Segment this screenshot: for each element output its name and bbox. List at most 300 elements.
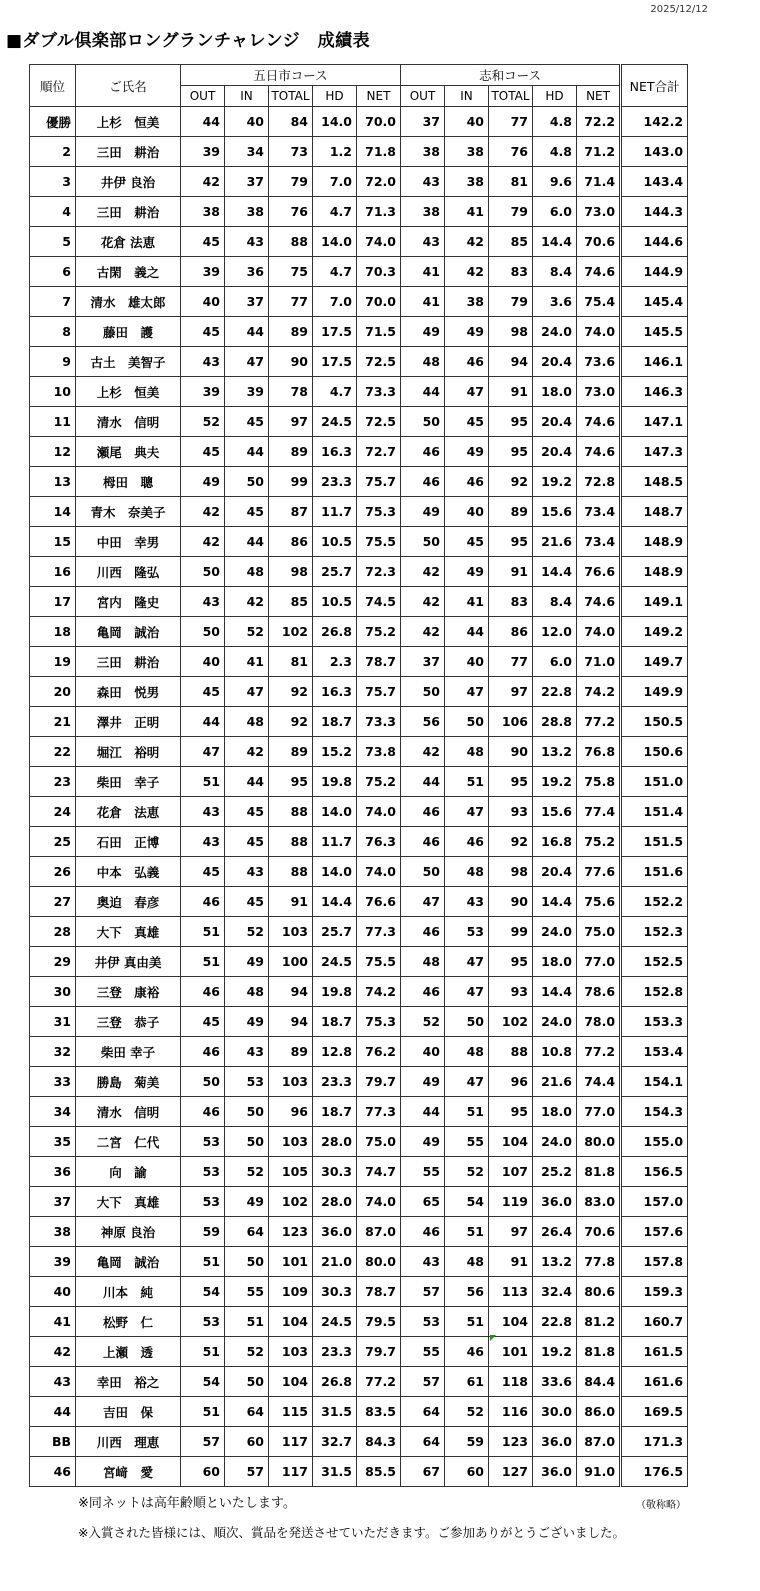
cell-c2-net: 71.0: [577, 647, 621, 677]
cell-c1-total: 102: [269, 1187, 313, 1217]
cell-c2-total: 94: [489, 347, 533, 377]
cell-name: 井伊 良治: [76, 167, 181, 197]
cell-c2-in: 46: [445, 1337, 489, 1367]
cell-c2-net: 77.0: [577, 947, 621, 977]
cell-c1-out: 50: [181, 617, 225, 647]
cell-rank: 11: [30, 407, 76, 437]
cell-c1-hd: 10.5: [313, 587, 357, 617]
cell-c1-out: 57: [181, 1427, 225, 1457]
cell-net-total: 150.5: [621, 707, 688, 737]
cell-c1-total: 89: [269, 737, 313, 767]
cell-c2-out: 49: [401, 1067, 445, 1097]
cell-c1-total: 109: [269, 1277, 313, 1307]
cell-net-total: 160.7: [621, 1307, 688, 1337]
cell-c1-out: 40: [181, 287, 225, 317]
cell-c1-net: 76.2: [357, 1037, 401, 1067]
cell-c1-hd: 14.0: [313, 227, 357, 257]
cell-c2-in: 47: [445, 377, 489, 407]
cell-c2-net: 73.4: [577, 497, 621, 527]
cell-c1-net: 75.7: [357, 467, 401, 497]
header-course-itsukaichi: 五日市コース: [181, 65, 401, 86]
header-c2-out: OUT: [401, 86, 445, 107]
cell-c2-total: 97: [489, 677, 533, 707]
cell-c2-in: 40: [445, 497, 489, 527]
cell-name: 清水 信明: [76, 407, 181, 437]
header-c2-total: TOTAL: [489, 86, 533, 107]
cell-rank: 12: [30, 437, 76, 467]
cell-c1-in: 50: [225, 1247, 269, 1277]
cell-rank: 35: [30, 1127, 76, 1157]
cell-c2-total: 119: [489, 1187, 533, 1217]
cell-c2-out: 46: [401, 1217, 445, 1247]
table-row: [30, 1067, 688, 1097]
table-row: [30, 527, 688, 557]
cell-c2-in: 55: [445, 1127, 489, 1157]
table-row: [30, 1337, 688, 1367]
cell-rank: 24: [30, 797, 76, 827]
cell-c2-out: 50: [401, 857, 445, 887]
cell-c1-hd: 31.5: [313, 1457, 357, 1487]
cell-c1-hd: 11.7: [313, 827, 357, 857]
cell-c2-in: 38: [445, 287, 489, 317]
cell-c2-out: 48: [401, 947, 445, 977]
cell-rank: 30: [30, 977, 76, 1007]
cell-c2-net: 72.8: [577, 467, 621, 497]
cell-c2-net: 71.2: [577, 137, 621, 167]
table-row: [30, 977, 688, 1007]
cell-c2-in: 48: [445, 737, 489, 767]
cell-c1-out: 38: [181, 197, 225, 227]
cell-rank: 優勝: [30, 107, 76, 137]
cell-net-total: 151.4: [621, 797, 688, 827]
cell-c2-hd: 19.2: [533, 1337, 577, 1367]
cell-c1-hd: 7.0: [313, 167, 357, 197]
cell-c1-in: 34: [225, 137, 269, 167]
cell-c2-in: 38: [445, 167, 489, 197]
cell-c2-in: 49: [445, 557, 489, 587]
cell-c2-out: 49: [401, 317, 445, 347]
cell-c2-net: 87.0: [577, 1427, 621, 1457]
cell-c1-total: 88: [269, 227, 313, 257]
cell-c1-in: 36: [225, 257, 269, 287]
cell-c2-net: 77.0: [577, 1097, 621, 1127]
cell-net-total: 152.5: [621, 947, 688, 977]
cell-c2-hd: 21.6: [533, 527, 577, 557]
cell-c2-out: 43: [401, 167, 445, 197]
cell-rank: 46: [30, 1457, 76, 1487]
cell-c2-total: 98: [489, 317, 533, 347]
table-row: [30, 407, 688, 437]
cell-c2-total: 116: [489, 1397, 533, 1427]
cell-name: 三登 康裕: [76, 977, 181, 1007]
cell-c1-out: 54: [181, 1277, 225, 1307]
cell-c1-in: 52: [225, 1157, 269, 1187]
cell-c2-net: 75.0: [577, 917, 621, 947]
cell-c2-out: 38: [401, 137, 445, 167]
cell-c1-out: 39: [181, 137, 225, 167]
cell-c1-total: 89: [269, 1037, 313, 1067]
cell-name: 堀江 裕明: [76, 737, 181, 767]
cell-c2-hd: 33.6: [533, 1367, 577, 1397]
cell-c1-out: 45: [181, 437, 225, 467]
results-body: [30, 107, 688, 1487]
cell-net-total: 157.0: [621, 1187, 688, 1217]
cell-net-total: 144.6: [621, 227, 688, 257]
cell-c1-out: 51: [181, 1337, 225, 1367]
cell-c2-total: 81: [489, 167, 533, 197]
cell-c2-in: 47: [445, 1067, 489, 1097]
table-row: [30, 647, 688, 677]
cell-c2-hd: 20.4: [533, 437, 577, 467]
table-row: [30, 827, 688, 857]
cell-c1-out: 46: [181, 977, 225, 1007]
cell-c1-in: 47: [225, 677, 269, 707]
cell-c1-in: 55: [225, 1277, 269, 1307]
cell-rank: 39: [30, 1247, 76, 1277]
cell-c2-total: 97: [489, 1217, 533, 1247]
cell-c2-net: 81.2: [577, 1307, 621, 1337]
cell-rank: 9: [30, 347, 76, 377]
cell-c2-total: 98: [489, 857, 533, 887]
cell-rank: 16: [30, 557, 76, 587]
cell-rank: 3: [30, 167, 76, 197]
cell-c1-net: 73.3: [357, 707, 401, 737]
header-c2-net: NET: [577, 86, 621, 107]
cell-c2-net: 77.4: [577, 797, 621, 827]
cell-c1-out: 43: [181, 347, 225, 377]
cell-rank: 14: [30, 497, 76, 527]
cell-c1-out: 45: [181, 857, 225, 887]
cell-c2-total: 118: [489, 1367, 533, 1397]
cell-c1-total: 102: [269, 617, 313, 647]
cell-c2-out: 50: [401, 407, 445, 437]
cell-net-total: 143.0: [621, 137, 688, 167]
cell-c2-out: 49: [401, 497, 445, 527]
cell-c1-total: 103: [269, 1127, 313, 1157]
cell-c2-net: 81.8: [577, 1337, 621, 1367]
cell-c2-out: 53: [401, 1307, 445, 1337]
cell-net-total: 169.5: [621, 1397, 688, 1427]
cell-rank: 40: [30, 1277, 76, 1307]
table-row: [30, 1397, 688, 1427]
cell-c1-hd: 4.7: [313, 257, 357, 287]
cell-c1-hd: 15.2: [313, 737, 357, 767]
cell-c2-net: 77.2: [577, 1037, 621, 1067]
cell-c1-total: 81: [269, 647, 313, 677]
header-c2-hd: HD: [533, 86, 577, 107]
cell-name: 上瀬 透: [76, 1337, 181, 1367]
cell-net-total: 145.4: [621, 287, 688, 317]
cell-c2-net: 77.8: [577, 1247, 621, 1277]
cell-c2-out: 46: [401, 917, 445, 947]
cell-c1-out: 44: [181, 107, 225, 137]
cell-c2-hd: 36.0: [533, 1187, 577, 1217]
cell-c1-hd: 7.0: [313, 287, 357, 317]
cell-name: 清水 雄太郎: [76, 287, 181, 317]
cell-c1-net: 70.0: [357, 287, 401, 317]
cell-c2-hd: 8.4: [533, 587, 577, 617]
cell-c1-net: 75.3: [357, 497, 401, 527]
cell-c1-in: 38: [225, 197, 269, 227]
cell-c2-total: 88: [489, 1037, 533, 1067]
table-row: [30, 347, 688, 377]
cell-c2-out: 37: [401, 107, 445, 137]
cell-c1-hd: 24.5: [313, 1307, 357, 1337]
cell-c2-hd: 22.8: [533, 1307, 577, 1337]
cell-c2-out: 64: [401, 1397, 445, 1427]
cell-name: 向 諭: [76, 1157, 181, 1187]
cell-c1-total: 105: [269, 1157, 313, 1187]
cell-c2-out: 44: [401, 1097, 445, 1127]
cell-rank: 4: [30, 197, 76, 227]
cell-c2-out: 38: [401, 197, 445, 227]
cell-c2-out: 42: [401, 587, 445, 617]
cell-c2-in: 49: [445, 437, 489, 467]
page-title: ■ダブル倶楽部ロングランチャレンジ 成績表: [6, 31, 371, 51]
cell-c2-hd: 24.0: [533, 1127, 577, 1157]
cell-c2-total: 93: [489, 977, 533, 1007]
cell-c1-in: 50: [225, 467, 269, 497]
cell-c1-out: 39: [181, 257, 225, 287]
cell-c1-out: 52: [181, 407, 225, 437]
table-row: [30, 1187, 688, 1217]
cell-c1-in: 52: [225, 1337, 269, 1367]
cell-name: 亀岡 誠治: [76, 1247, 181, 1277]
cell-c1-in: 52: [225, 617, 269, 647]
cell-net-total: 152.2: [621, 887, 688, 917]
table-row: [30, 1127, 688, 1157]
cell-c2-hd: 14.4: [533, 227, 577, 257]
cell-c2-net: 74.0: [577, 317, 621, 347]
cell-c1-hd: 4.7: [313, 377, 357, 407]
cell-name: 古閑 義之: [76, 257, 181, 287]
table-row: [30, 1217, 688, 1247]
cell-c2-hd: 9.6: [533, 167, 577, 197]
table-row: [30, 1457, 688, 1487]
cell-c2-in: 47: [445, 947, 489, 977]
cell-c1-hd: 31.5: [313, 1397, 357, 1427]
cell-c2-out: 49: [401, 1127, 445, 1157]
cell-c1-hd: 16.3: [313, 677, 357, 707]
table-row: [30, 947, 688, 977]
cell-c1-total: 94: [269, 977, 313, 1007]
cell-c1-net: 77.3: [357, 1097, 401, 1127]
thanks-note: ※入賞された皆様には、順次、賞品を発送させていただきます。ご参加ありがとうございました。: [78, 1525, 625, 1540]
cell-c1-in: 44: [225, 437, 269, 467]
table-row: [30, 197, 688, 227]
cell-c1-net: 71.5: [357, 317, 401, 347]
cell-net-total: 171.3: [621, 1427, 688, 1457]
cell-c2-net: 80.6: [577, 1277, 621, 1307]
cell-c1-net: 72.5: [357, 407, 401, 437]
cell-name: 奥迫 春彦: [76, 887, 181, 917]
cell-c1-total: 79: [269, 167, 313, 197]
cell-c2-net: 74.6: [577, 587, 621, 617]
cell-c1-in: 44: [225, 767, 269, 797]
cell-name: 中本 弘義: [76, 857, 181, 887]
cell-c1-in: 51: [225, 1307, 269, 1337]
cell-c1-in: 43: [225, 1037, 269, 1067]
cell-c1-hd: 26.8: [313, 617, 357, 647]
cell-name: 川西 隆弘: [76, 557, 181, 587]
cell-c2-total: 104: [489, 1127, 533, 1157]
cell-c1-out: 47: [181, 737, 225, 767]
cell-c1-net: 76.6: [357, 887, 401, 917]
cell-c1-out: 59: [181, 1217, 225, 1247]
cell-name: 古土 美智子: [76, 347, 181, 377]
cell-c1-total: 115: [269, 1397, 313, 1427]
cell-c1-total: 87: [269, 497, 313, 527]
cell-rank: 15: [30, 527, 76, 557]
cell-c1-in: 49: [225, 1007, 269, 1037]
cell-c2-total: 91: [489, 1247, 533, 1277]
cell-c1-total: 101: [269, 1247, 313, 1277]
cell-name: 吉田 保: [76, 1397, 181, 1427]
cell-c1-out: 42: [181, 497, 225, 527]
cell-c1-total: 103: [269, 917, 313, 947]
cell-c2-total: 96: [489, 1067, 533, 1097]
cell-rank: 5: [30, 227, 76, 257]
cell-c2-net: 81.8: [577, 1157, 621, 1187]
cell-c2-in: 51: [445, 1307, 489, 1337]
header-c1-net: NET: [357, 86, 401, 107]
cell-c1-in: 60: [225, 1427, 269, 1457]
cell-c1-net: 75.5: [357, 527, 401, 557]
cell-net-total: 146.3: [621, 377, 688, 407]
cell-c1-net: 74.0: [357, 227, 401, 257]
table-row: [30, 257, 688, 287]
cell-c2-in: 48: [445, 1247, 489, 1277]
table-row: [30, 1277, 688, 1307]
cell-c1-hd: 30.3: [313, 1157, 357, 1187]
cell-rank: 32: [30, 1037, 76, 1067]
cell-c2-total: 91: [489, 377, 533, 407]
cell-c1-hd: 1.2: [313, 137, 357, 167]
cell-name: 二宮 仁代: [76, 1127, 181, 1157]
cell-c1-in: 45: [225, 407, 269, 437]
cell-c2-net: 91.0: [577, 1457, 621, 1487]
cell-c1-hd: 10.5: [313, 527, 357, 557]
cell-c2-total: 95: [489, 437, 533, 467]
cell-c1-net: 75.3: [357, 1007, 401, 1037]
cell-c1-total: 89: [269, 437, 313, 467]
cell-name: 松野 仁: [76, 1307, 181, 1337]
cell-c1-out: 45: [181, 677, 225, 707]
cell-c1-net: 76.3: [357, 827, 401, 857]
header-net-total: NET合計: [621, 65, 688, 107]
cell-c1-in: 43: [225, 227, 269, 257]
cell-c2-net: 72.2: [577, 107, 621, 137]
cell-c1-hd: 23.3: [313, 1337, 357, 1367]
cell-name: 藤田 護: [76, 317, 181, 347]
cell-c1-total: 91: [269, 887, 313, 917]
cell-c1-out: 43: [181, 827, 225, 857]
cell-net-total: 147.1: [621, 407, 688, 437]
cell-rank: 10: [30, 377, 76, 407]
cell-c1-out: 46: [181, 1037, 225, 1067]
cell-c2-out: 42: [401, 737, 445, 767]
table-row: [30, 227, 688, 257]
cell-name: 瀬尾 典夫: [76, 437, 181, 467]
cell-c2-out: 67: [401, 1457, 445, 1487]
cell-c1-hd: 18.7: [313, 1007, 357, 1037]
cell-c1-net: 74.5: [357, 587, 401, 617]
cell-c2-net: 71.4: [577, 167, 621, 197]
cell-c1-hd: 14.0: [313, 797, 357, 827]
cell-c2-hd: 36.0: [533, 1457, 577, 1487]
cell-c2-in: 46: [445, 467, 489, 497]
cell-rank: 18: [30, 617, 76, 647]
honorific-note: （敬称略）: [636, 1500, 686, 1511]
cell-c1-out: 53: [181, 1127, 225, 1157]
cell-c1-in: 64: [225, 1397, 269, 1427]
cell-c2-total: 104: [489, 1307, 533, 1337]
cell-c2-net: 73.0: [577, 377, 621, 407]
cell-name: 三登 恭子: [76, 1007, 181, 1037]
cell-c2-out: 50: [401, 527, 445, 557]
table-row: [30, 917, 688, 947]
cell-rank: 7: [30, 287, 76, 317]
cell-c1-total: 88: [269, 827, 313, 857]
cell-c2-hd: 24.0: [533, 317, 577, 347]
cell-c2-in: 46: [445, 347, 489, 377]
cell-c2-net: 70.6: [577, 227, 621, 257]
cell-name: 上杉 恒美: [76, 107, 181, 137]
cell-c2-in: 53: [445, 917, 489, 947]
cell-c2-total: 123: [489, 1427, 533, 1457]
table-row: [30, 1157, 688, 1187]
cell-c1-net: 73.8: [357, 737, 401, 767]
cell-c2-hd: 15.6: [533, 497, 577, 527]
report-date: 2025/12/12: [650, 4, 708, 15]
cell-c1-hd: 23.3: [313, 467, 357, 497]
cell-c2-in: 50: [445, 707, 489, 737]
cell-c2-net: 74.0: [577, 617, 621, 647]
cell-c2-hd: 13.2: [533, 737, 577, 767]
cell-c2-in: 52: [445, 1397, 489, 1427]
cell-net-total: 144.3: [621, 197, 688, 227]
tie-rule-note: ※同ネットは高年齢順といたします。: [78, 1496, 296, 1511]
cell-c2-out: 50: [401, 677, 445, 707]
cell-c2-hd: 20.4: [533, 857, 577, 887]
cell-c2-out: 55: [401, 1337, 445, 1367]
table-row: [30, 1007, 688, 1037]
table-row: [30, 737, 688, 767]
cell-c1-total: 88: [269, 857, 313, 887]
cell-c2-hd: 21.6: [533, 1067, 577, 1097]
cell-c1-in: 45: [225, 797, 269, 827]
cell-c2-out: 46: [401, 827, 445, 857]
cell-c1-in: 49: [225, 1187, 269, 1217]
cell-name: 井伊 真由美: [76, 947, 181, 977]
cell-c2-net: 74.2: [577, 677, 621, 707]
cell-c2-out: 41: [401, 287, 445, 317]
cell-name: 大下 真雄: [76, 1187, 181, 1217]
cell-net-total: 151.0: [621, 767, 688, 797]
cell-c1-net: 83.5: [357, 1397, 401, 1427]
cell-c1-out: 53: [181, 1307, 225, 1337]
cell-c2-hd: 24.0: [533, 1007, 577, 1037]
cell-c2-net: 70.6: [577, 1217, 621, 1247]
cell-c2-total: 113: [489, 1277, 533, 1307]
cell-c1-hd: 14.0: [313, 107, 357, 137]
cell-c1-out: 50: [181, 557, 225, 587]
cell-c2-net: 75.6: [577, 887, 621, 917]
cell-c1-in: 48: [225, 707, 269, 737]
cell-comment-marker: [490, 1335, 496, 1341]
cell-c1-net: 75.7: [357, 677, 401, 707]
table-row: [30, 497, 688, 527]
